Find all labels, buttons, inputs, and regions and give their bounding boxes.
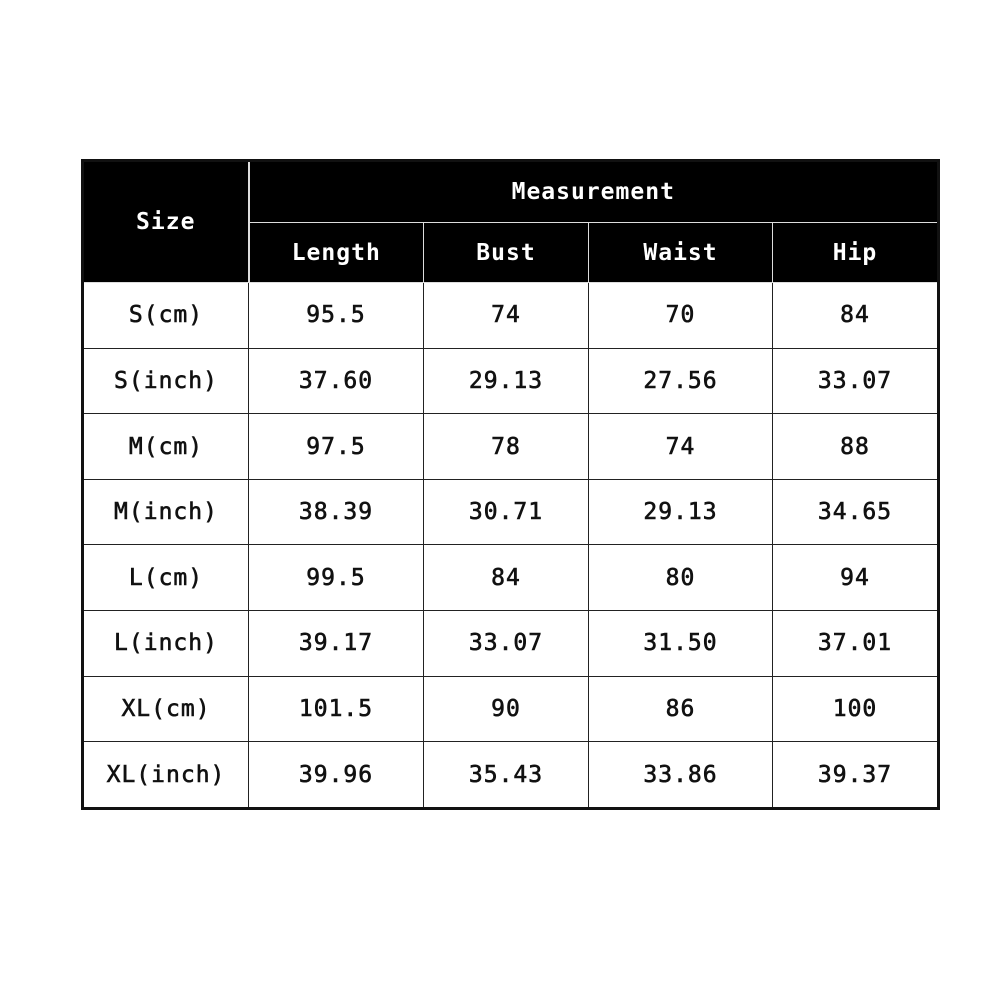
table-row	[83, 676, 939, 742]
waist-cell: 74	[589, 414, 773, 480]
waist-cell: 29.13	[589, 479, 773, 545]
hip-cell: 88	[773, 414, 939, 480]
size-cell: M(inch)	[83, 479, 249, 545]
length-cell: 99.5	[249, 545, 424, 611]
length-cell: 39.17	[249, 611, 424, 677]
size-cell: XL(cm)	[83, 676, 249, 742]
bust-cell: 74	[424, 283, 589, 349]
bust-cell: 29.13	[424, 348, 589, 414]
waist-cell: 33.86	[589, 742, 773, 809]
hip-cell: 34.65	[773, 479, 939, 545]
bust-cell: 84	[424, 545, 589, 611]
size-cell: S(cm)	[83, 283, 249, 349]
bust-cell: 30.71	[424, 479, 589, 545]
table-row	[83, 283, 939, 349]
waist-cell: 27.56	[589, 348, 773, 414]
waist-cell: 31.50	[589, 611, 773, 677]
length-cell: 39.96	[249, 742, 424, 809]
bust-cell: 35.43	[424, 742, 589, 809]
bust-cell: 78	[424, 414, 589, 480]
column-header-hip: Hip	[773, 223, 939, 283]
length-cell: 37.60	[249, 348, 424, 414]
length-cell: 97.5	[249, 414, 424, 480]
table-row	[83, 545, 939, 611]
table-row	[83, 742, 939, 809]
bust-cell: 33.07	[424, 611, 589, 677]
header-row-top	[83, 161, 939, 223]
length-cell: 95.5	[249, 283, 424, 349]
size-chart-table	[81, 159, 940, 810]
length-cell: 38.39	[249, 479, 424, 545]
hip-cell: 37.01	[773, 611, 939, 677]
waist-cell: 70	[589, 283, 773, 349]
size-cell: M(cm)	[83, 414, 249, 480]
waist-cell: 80	[589, 545, 773, 611]
waist-cell: 86	[589, 676, 773, 742]
length-cell: 101.5	[249, 676, 424, 742]
size-cell: S(inch)	[83, 348, 249, 414]
measurement-header: Measurement	[249, 161, 939, 223]
column-header-length: Length	[249, 223, 424, 283]
hip-cell: 33.07	[773, 348, 939, 414]
column-header-bust: Bust	[424, 223, 589, 283]
hip-cell: 39.37	[773, 742, 939, 809]
column-header-waist: Waist	[589, 223, 773, 283]
table-row	[83, 479, 939, 545]
size-cell: XL(inch)	[83, 742, 249, 809]
table-row	[83, 414, 939, 480]
size-cell: L(cm)	[83, 545, 249, 611]
size-cell: L(inch)	[83, 611, 249, 677]
size-header: Size	[83, 161, 249, 283]
bust-cell: 90	[424, 676, 589, 742]
table-row	[83, 348, 939, 414]
hip-cell: 94	[773, 545, 939, 611]
hip-cell: 84	[773, 283, 939, 349]
table-header	[83, 161, 939, 283]
hip-cell: 100	[773, 676, 939, 742]
table-row	[83, 611, 939, 677]
table-body	[83, 283, 939, 809]
